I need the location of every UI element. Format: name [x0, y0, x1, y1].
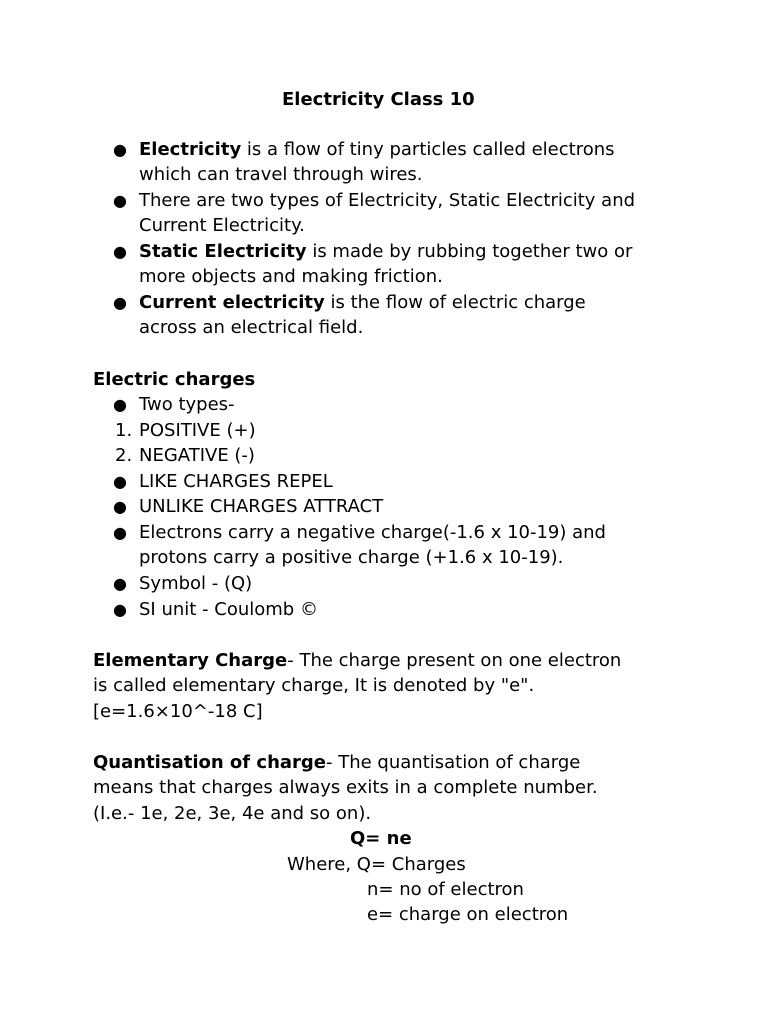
intro-bullet-3: Static Electricity is made by rubbing together two or	[139, 241, 633, 262]
charges-unlike: UNLIKE CHARGES ATTRACT	[139, 496, 384, 517]
charges-negative: NEGATIVE (-)	[139, 445, 255, 466]
bullet-icon: ●	[113, 472, 127, 491]
charges-two-types: Two types-	[139, 394, 235, 415]
charges-positive: POSITIVE (+)	[139, 420, 256, 441]
page-title: Electricity Class 10	[282, 89, 475, 110]
quantisation-definition: Quantisation of charge- The quantisation of charge	[93, 752, 581, 773]
quantisation-formula: Q= ne	[350, 828, 412, 849]
quantisation-line2: means that charges always exits in a complete number.	[93, 777, 598, 798]
elementary-charge-value: [e=1.6×10^-18 C]	[93, 701, 263, 722]
intro-bullet-4: Current electricity is the flow of electric charge	[139, 292, 586, 313]
elementary-charge-definition: Elementary Charge- The charge present on one electron	[93, 650, 622, 671]
intro-bullet-3-cont: more objects and making friction.	[139, 266, 443, 287]
intro-bullet-2: There are two types of Electricity, Static Electricity and	[139, 190, 636, 211]
charges-like: LIKE CHARGES REPEL	[139, 471, 333, 492]
formula-where-n: n= no of electron	[367, 879, 524, 900]
bullet-icon: ●	[113, 140, 127, 159]
bullet-icon: ●	[113, 600, 127, 619]
formula-where-q: Where, Q= Charges	[287, 854, 466, 875]
bullet-icon: ●	[113, 191, 127, 210]
formula-where-e: e= charge on electron	[367, 904, 569, 925]
bullet-icon: ●	[113, 497, 127, 516]
charges-electrons-cont: protons carry a positive charge (+1.6 x 10-19).	[139, 547, 564, 568]
bullet-icon: ●	[113, 242, 127, 261]
bullet-icon: ●	[113, 293, 127, 312]
charges-si-unit: SI unit - Coulomb ©	[139, 599, 318, 620]
intro-bullet-1: Electricity is a flow of tiny particles called electrons	[139, 139, 615, 160]
bullet-icon: ●	[113, 523, 127, 542]
bullet-icon: ●	[113, 574, 127, 593]
intro-bullet-4-cont: across an electrical field.	[139, 317, 364, 338]
section-heading-electric-charges: Electric charges	[93, 369, 256, 390]
quantisation-examples: (I.e.- 1e, 2e, 3e, 4e and so on).	[93, 803, 372, 824]
charges-electrons: Electrons carry a negative charge(-1.6 x 10-19) and	[139, 522, 606, 543]
intro-bullet-1-cont: which can travel through wires.	[139, 164, 423, 185]
list-number: 2.	[115, 445, 133, 466]
intro-bullet-2-cont: Current Electricity.	[139, 215, 305, 236]
charges-symbol: Symbol - (Q)	[139, 573, 253, 594]
elementary-charge-line2: is called elementary charge, It is denoted by "e".	[93, 675, 535, 696]
bullet-icon: ●	[113, 395, 127, 414]
list-number: 1.	[115, 420, 133, 441]
